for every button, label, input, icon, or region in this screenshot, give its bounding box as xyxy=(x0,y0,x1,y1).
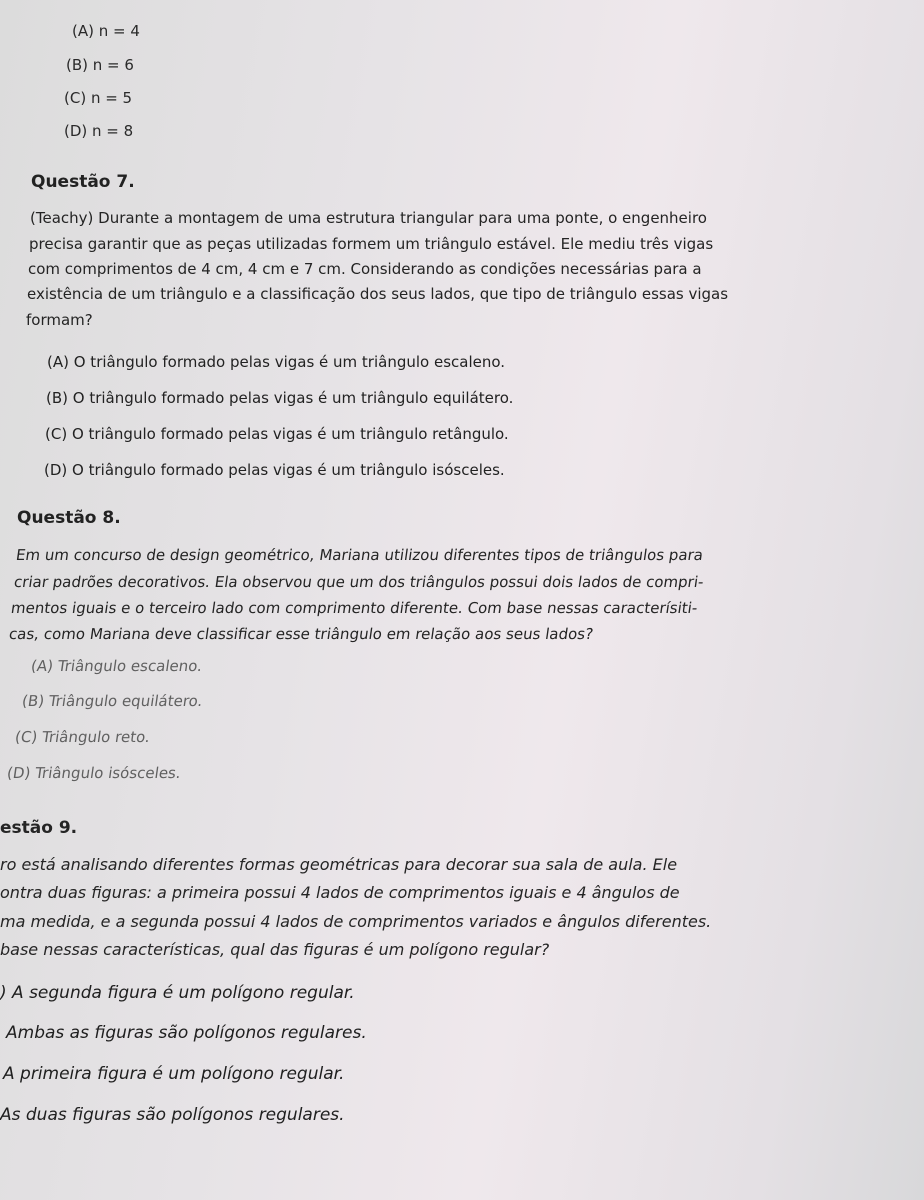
q9-text-line-4: base nessas características, qual das figuras é um polígono regular? xyxy=(0,940,550,959)
q9-text-line-1: ro está analisando diferentes formas geométricas para decorar sua sala de aula. Ele xyxy=(0,855,678,874)
q9-text-line-2: ontra duas figuras: a primeira possui 4 lados de comprimentos iguais e 4 ângulos de xyxy=(0,883,680,902)
prev-option-b: (B) n = 6 xyxy=(66,56,134,74)
q8-text-line-1: Em um concurso de design geométrico, Mariana utilizou diferentes tipos de triângulos para xyxy=(14,546,705,564)
q8-text-line-4: cas, como Mariana deve classificar esse triângulo em relação aos seus lados? xyxy=(7,625,595,643)
q8-option-c: (C) Triângulo reto. xyxy=(13,728,152,746)
q8-text-line-2: criar padrões decorativos. Ela observou que um dos triângulos possui dois lados de compri- xyxy=(12,573,705,591)
q8-title: Questão 8. xyxy=(17,508,121,528)
q7-option-b: (B) O triângulo formado pelas vigas é um triângulo equilátero. xyxy=(46,389,514,407)
q8-text-line-3: mentos iguais e o terceiro lado com comprimento diferente. Com base nessas caracterísiti- xyxy=(9,599,699,617)
q9-title: estão 9. xyxy=(0,818,78,838)
q9-text-line-3: ma medida, e a segunda possui 4 lados de comprimentos variados e ângulos diferentes. xyxy=(0,912,712,931)
q7-option-a: (A) O triângulo formado pelas vigas é um triângulo escaleno. xyxy=(47,353,506,371)
q9-option-a: ) A segunda figura é um polígono regular. xyxy=(0,983,355,1003)
q7-text-line-4: existência de um triângulo e a classificação dos seus lados, que tipo de triângulo essas vigas xyxy=(27,285,729,303)
q8-option-a: (A) Triângulo escaleno. xyxy=(29,657,204,675)
q9-option-c: A primeira figura é um polígono regular. xyxy=(3,1064,345,1084)
q9-option-d: As duas figuras são polígonos regulares. xyxy=(0,1105,345,1125)
q7-text-line-5: formam? xyxy=(26,311,93,329)
q8-option-d: (D) Triângulo isósceles. xyxy=(5,764,182,782)
q8-option-b: (B) Triângulo equilátero. xyxy=(20,692,204,710)
prev-option-a: (A) n = 4 xyxy=(72,22,140,40)
q7-option-d: (D) O triângulo formado pelas vigas é um triângulo isósceles. xyxy=(44,461,505,479)
q7-option-c: (C) O triângulo formado pelas vigas é um triângulo retângulo. xyxy=(45,425,509,443)
q9-option-b: Ambas as figuras são polígonos regulares. xyxy=(6,1023,367,1043)
q7-title: Questão 7. xyxy=(31,172,135,192)
prev-option-d: (D) n = 8 xyxy=(64,122,134,140)
q7-text-line-1: (Teachy) Durante a montagem de uma estrutura triangular para uma ponte, o engenheiro xyxy=(30,209,707,227)
prev-option-c: (C) n = 5 xyxy=(64,89,133,107)
q7-text-line-3: com comprimentos de 4 cm, 4 cm e 7 cm. Considerando as condições necessárias para a xyxy=(28,260,702,278)
q7-text-line-2: precisa garantir que as peças utilizadas formem um triângulo estável. Ele mediu três vigas xyxy=(29,235,714,253)
